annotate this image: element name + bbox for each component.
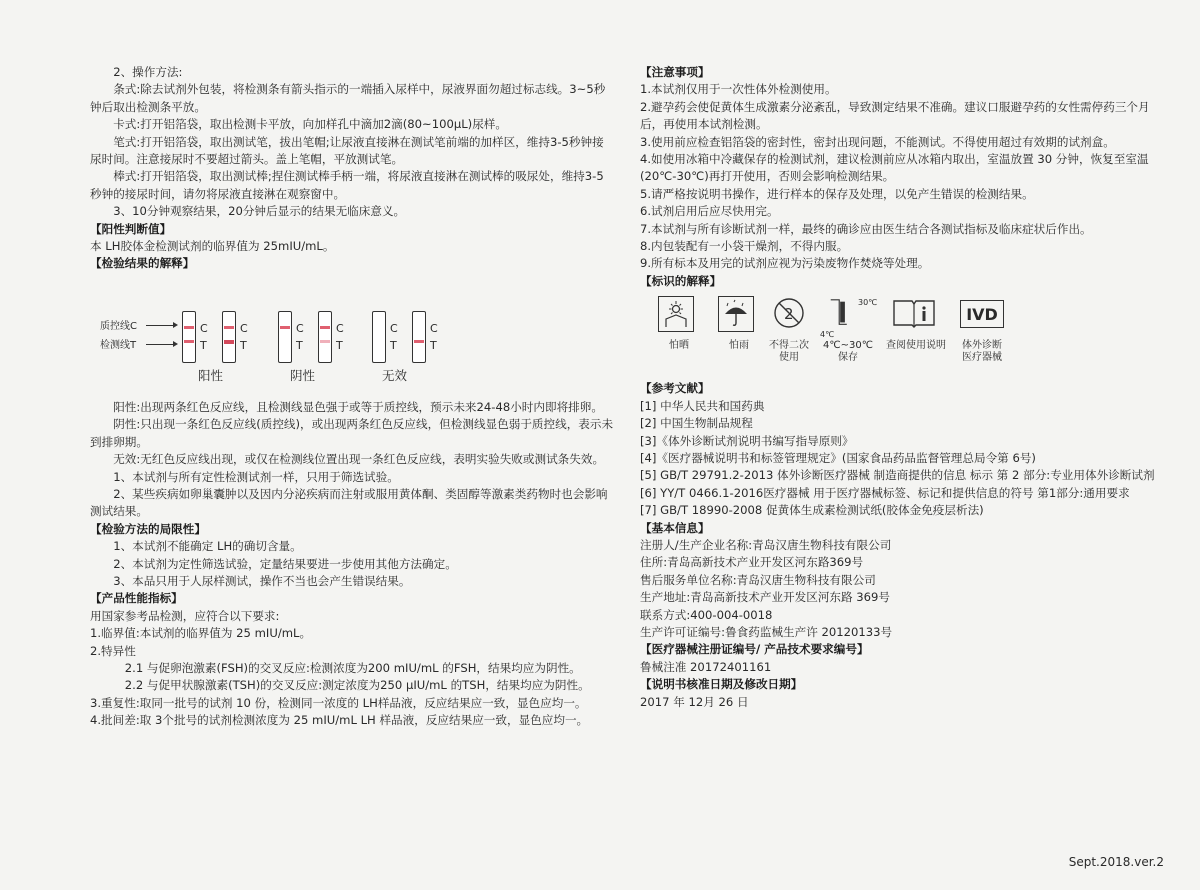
negative-strip-1 <box>278 311 292 363</box>
operation-card: 卡式:打开铝箔袋，取出检测卡平放，向加样孔中滴加2滴(80~100μL)尿样。 <box>113 117 507 132</box>
cutoff-title: 【阳性判断值】 <box>90 221 172 236</box>
invalid-label: 无效 <box>382 367 408 383</box>
sunlight-caption: 怕晒 <box>669 340 689 352</box>
operation-strip: 条式:除去试剂外包装，将检测条有箭头指示的一端插入尿样中，尿液界面勿超过标志线。3~5秒钟后取出检测条平放。 <box>90 82 606 114</box>
negative-strip-2 <box>318 311 332 363</box>
version-footer: Sept.2018.ver.2 <box>1068 855 1164 869</box>
interpretation-note-2: 2、某些疾病如卵巢囊肿以及因内分泌疾病而注射或服用黄体酮、类固醇等激素类药物时也会影响测试结果。 <box>90 486 608 519</box>
strip-c-letter: C <box>200 321 208 335</box>
performance-4: 4.批间差:取 3个批号的试剂检测浓度为 25 mIU/mL LH 样品液，反应结果应一致，显色应均一。 <box>90 713 589 728</box>
caution-9: 9.所有标本及用完的试剂应视为污染废物作焚烧等处理。 <box>640 256 930 271</box>
do-not-reuse-icon <box>772 296 806 330</box>
strip-c-letter: C <box>296 321 304 335</box>
limitation-2: 2、本试剂为定性筛选试验，定量结果要进一步使用其他方法确定。 <box>113 556 457 571</box>
ivd-icon <box>960 300 1004 328</box>
performance-2-2: 2.2 与促甲状腺激素(TSH)的交叉反应:测定浓度为250 μIU/mL 的TSH，结果均应为阴性。 <box>124 678 590 693</box>
limitation-title: 【检验方法的局限性】 <box>90 521 206 536</box>
performance-1: 1.临界值:本试剂的临界值为 25 mIU/mL。 <box>90 626 312 641</box>
strip-t-letter: T <box>240 338 247 352</box>
registration-title: 【医疗器械注册证编号/ 产品技术要求编号】 <box>640 642 869 657</box>
reference-1: [1] 中华人民共和国药典 <box>640 398 765 413</box>
svg-text:2: 2 <box>784 305 794 324</box>
left-column <box>90 64 615 730</box>
caution-4: 4.如使用冰箱中冷藏保存的检测试剂，建议检测前应从冰箱内取出，室温放置 30 分钟，恢复至室温(20℃-30℃)再打开使用，否则会影响检测结果。 <box>640 152 1149 184</box>
caution-2: 2.避孕药会使促黄体生成激素分泌紊乱，导致测定结果不准确。建议口服避孕药的女性需停药三个月后，再使用本试剂检测。 <box>640 99 1150 132</box>
basic-info-1: 注册人/生产企业名称:青岛汉唐生物科技有限公司 <box>640 537 892 552</box>
keep-from-sunlight-icon <box>658 296 694 332</box>
temp-low-label: 4℃ <box>820 330 835 340</box>
invalid-strip-2 <box>412 311 426 363</box>
temperature-caption: 4℃~30℃ 保存 <box>823 340 873 364</box>
ivd-text: IVD <box>966 304 998 324</box>
reference-5: [5] GB/T 29791.2-2013 体外诊断医疗器械 制造商提供的信息 标示 第 2 部分:专业用体外诊断试剂 <box>640 468 1155 483</box>
strip-c-letter: C <box>240 321 248 335</box>
caution-8: 8.内包装配有一小袋干燥剂，不得内服。 <box>640 239 849 254</box>
limitation-1: 1、本试剂不能确定 LH的确切含量。 <box>113 539 302 554</box>
result-diagram <box>90 273 615 385</box>
caution-7: 7.本试剂与所有诊断试剂一样，最终的确诊应由医生结合各测试指标及临床症状后作出。 <box>640 221 1092 236</box>
strip-c-letter: C <box>430 321 438 335</box>
performance-2-1: 2.1 与促卵泡激素(FSH)的交叉反应:检测浓度为200 mIU/mL 的FSH，结果均应为阴性。 <box>124 660 581 675</box>
strip-t-letter: T <box>296 338 303 352</box>
test-line-label: 检测线T <box>100 339 137 351</box>
symbols-title: 【标识的解释】 <box>640 273 722 288</box>
keep-dry-icon <box>718 296 754 332</box>
caution-title: 【注意事项】 <box>640 65 710 79</box>
positive-strip-1 <box>182 311 196 363</box>
operation-title: 2、操作方法: <box>113 65 183 79</box>
operation-pen: 笔式:打开铝箔袋，取出测试笔，拔出笔帽;让尿液直接淋在测试笔前端的加样区，维持3-5秒钟接尿时间。注意接尿时不要超过箭头。盖上笔帽，平放测试笔。 <box>90 134 604 167</box>
invalid-explanation: 无效:无红色反应线出现，或仅在检测线位置出现一条红色反应线，表明实验失败或测试条失效。 <box>113 452 605 467</box>
performance-2: 2.特异性 <box>90 643 136 658</box>
caution-3: 3.使用前应检查铝箔袋的密封性，密封出现问题，不能测试。不得使用超过有效期的试剂盒。 <box>640 134 1115 149</box>
basic-info-3: 售后服务单位名称:青岛汉唐生物科技有限公司 <box>640 572 876 587</box>
caution-5: 5.请严格按说明书操作，进行样本的保存及处理，以免产生错误的检测结果。 <box>640 186 1034 201</box>
approval-date-title: 【说明书核准日期及修改日期】 <box>640 677 803 692</box>
basic-info-5: 联系方式:400-004-0018 <box>640 607 773 622</box>
references-title: 【参考文献】 <box>640 381 710 396</box>
reference-6: [6] YY/T 0466.1-2016医疗器械 用于医疗器械标签、标记和提供信息的符号 第1部分:通用要求 <box>640 485 1130 500</box>
reuse-caption: 不得二次 使用 <box>769 340 809 364</box>
control-line-label: 质控线C <box>100 320 137 332</box>
strip-t-letter: T <box>200 338 207 352</box>
temperature-limit-icon <box>826 296 860 330</box>
caution-1: 1.本试剂仅用于一次性体外检测使用。 <box>640 82 837 97</box>
negative-label: 阴性 <box>290 367 316 383</box>
basic-info-6: 生产许可证编号:鲁食药监械生产许 20120133号 <box>640 624 893 639</box>
symbols-row <box>640 290 1160 380</box>
basic-info-2: 住所:青岛高新技术产业开发区河东路369号 <box>640 555 864 570</box>
performance-title: 【产品性能指标】 <box>90 591 183 606</box>
approval-date: 2017 年 12月 26 日 <box>640 694 749 709</box>
interpretation-note-1: 1、本试剂与所有定性检测试剂一样，只用于筛选试验。 <box>113 469 399 484</box>
control-arrow <box>146 325 176 326</box>
invalid-strip-1 <box>372 311 386 363</box>
test-arrow <box>146 344 176 345</box>
strip-t-letter: T <box>336 338 343 352</box>
performance-3: 3.重复性:取同一批号的试剂 10 份，检测同一浓度的 LH样品液，反应结果应一致，显色应均一。 <box>90 695 587 710</box>
right-column <box>640 64 1160 711</box>
reference-3: [3]《体外诊断试剂说明书编写指导原则》 <box>640 433 854 448</box>
ivd-caption: 体外诊断 医疗器械 <box>962 340 1002 364</box>
registration-number: 鲁械注准 20172401161 <box>640 659 772 674</box>
limitation-3: 3、本品只用于人尿样测试，操作不当也会产生错误结果。 <box>113 573 411 588</box>
strip-t-letter: T <box>390 338 397 352</box>
basic-info-title: 【基本信息】 <box>640 520 710 535</box>
operation-stick: 棒式:打开铝箔袋，取出测试棒;捏住测试棒手柄一端，将尿液直接淋在测试棒的吸尿处，维持3-5秒钟的接尿时间，请勿将尿液直接淋在观察窗中。 <box>90 169 604 201</box>
temp-high-label: 30℃ <box>858 298 878 308</box>
performance-intro: 用国家参考品检测，应符合以下要求: <box>90 608 280 623</box>
caution-6: 6.试剂启用后应尽快用完。 <box>640 204 779 219</box>
basic-info-4: 生产地址:青岛高新技术产业开发区河东路 369号 <box>640 590 891 605</box>
strip-c-letter: C <box>390 321 398 335</box>
operation-step3: 3、10分钟观察结果，20分钟后显示的结果无临床意义。 <box>113 204 406 219</box>
positive-strip-2 <box>222 311 236 363</box>
positive-explanation: 阳性:出现两条红色反应线，且检测线显色强于或等于质控线，预示未来24-48小时内即将排卵。 <box>113 399 603 414</box>
negative-explanation: 阴性:只出现一条红色反应线(质控线)，或出现两条红色反应线，但检测线显色弱于质控线，表示未到排卵期。 <box>90 417 614 449</box>
reference-2: [2] 中国生物制品规程 <box>640 416 753 431</box>
positive-label: 阳性 <box>198 367 224 383</box>
strip-c-letter: C <box>336 321 344 335</box>
cutoff-text: 本 LH胶体金检测试剂的临界值为 25mIU/mL。 <box>90 239 335 254</box>
interpretation-title: 【检验结果的解释】 <box>90 256 195 271</box>
reference-4: [4]《医疗器械说明书和标签管理规定》(国家食品药品监督管理总局令第 6号) <box>640 450 1036 465</box>
rain-caption: 怕雨 <box>729 340 749 352</box>
manual-caption: 查阅使用说明 <box>886 340 946 352</box>
reference-7: [7] GB/T 18990-2008 促黄体生成素检测试纸(胶体金免疫层析法) <box>640 503 984 518</box>
consult-instructions-icon <box>892 296 936 330</box>
strip-t-letter: T <box>430 338 437 352</box>
